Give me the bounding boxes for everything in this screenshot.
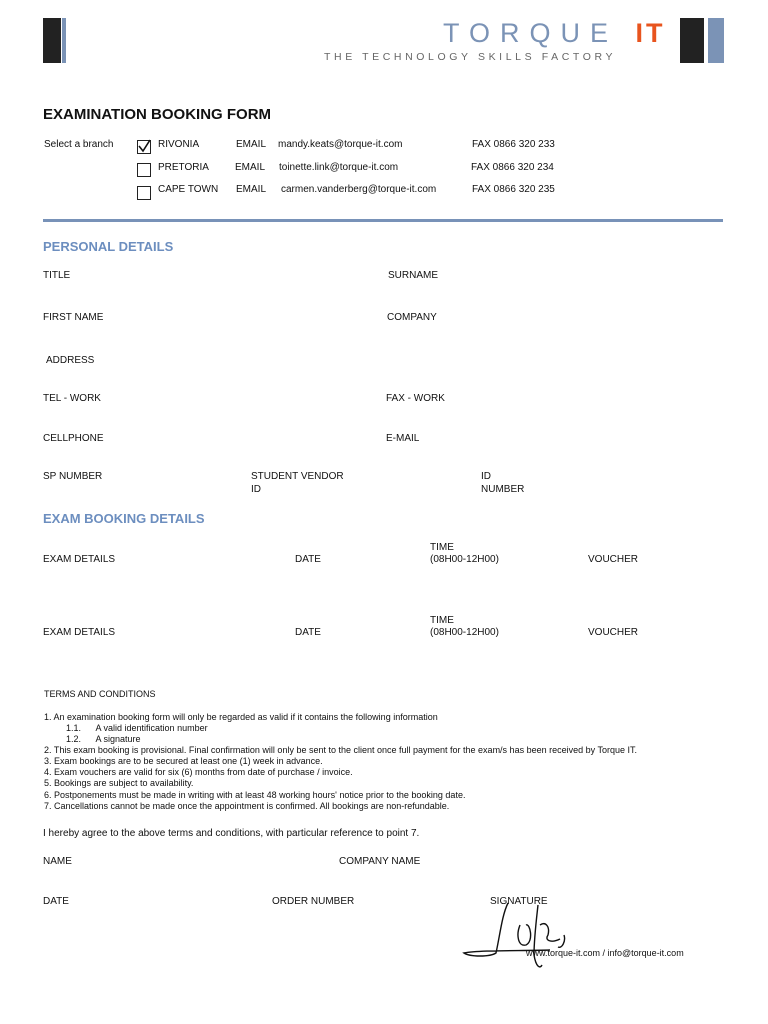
title-field-label: TITLE: [43, 270, 71, 281]
terms-item: 1. An examination booking form will only be regarded as valid if it contains the following information: [44, 712, 438, 722]
terms-item: 5. Bookings are subject to availability.: [44, 778, 194, 788]
exam-time-label: TIME: [430, 542, 454, 553]
logo-bar-right-dark: [680, 18, 704, 63]
checkmark-icon: [137, 139, 151, 153]
order-number-field-label: ORDER NUMBER: [272, 896, 355, 907]
exam-voucher-label: VOUCHER: [588, 627, 639, 638]
fax-work-field-label: FAX - WORK: [386, 393, 445, 404]
logo-tagline: THE TECHNOLOGY SKILLS FACTORY: [324, 51, 617, 63]
terms-item: 6. Postponements must be made in writing with at least 48 working hours' notice prior to the booking date.: [44, 790, 466, 800]
personal-details-heading: PERSONAL DETAILS: [43, 239, 174, 254]
exam-date-label: DATE: [295, 627, 321, 638]
branch-email[interactable]: toinette.link@torque-it.com: [279, 162, 399, 173]
agreement-text: I hereby agree to the above terms and conditions, with particular reference to point 7.: [43, 828, 420, 839]
logo-word-highlight: IT: [635, 18, 666, 48]
student-vendor-field-label-2: ID: [251, 484, 261, 495]
section-divider: [43, 219, 723, 222]
signature-field-label: SIGNATURE: [490, 896, 548, 907]
student-vendor-field-label: STUDENT VENDOR: [251, 471, 344, 482]
exam-details-label: EXAM DETAILS: [43, 554, 116, 565]
branch-email-label: EMAIL: [236, 139, 267, 150]
logo-word: TORQUE: [443, 18, 636, 48]
exam-voucher-label: VOUCHER: [588, 554, 639, 565]
logo-bar-left-dark: [43, 18, 61, 63]
terms-item: 2. This exam booking is provisional. Final confirmation will only be sent to the client once full payment for the exam/s has been received by Torque IT.: [44, 745, 637, 755]
surname-field-label: SURNAME: [388, 270, 439, 281]
branch-name: CAPE TOWN: [158, 184, 219, 195]
exam-details-label: EXAM DETAILS: [43, 627, 116, 638]
exam-time-label: TIME: [430, 615, 454, 626]
terms-heading: TERMS AND CONDITIONS: [44, 689, 156, 699]
branch-email[interactable]: carmen.vanderberg@torque-it.com: [281, 184, 437, 195]
first-name-field-label: FIRST NAME: [43, 312, 104, 323]
tel-work-field-label: TEL - WORK: [43, 393, 101, 404]
terms-item: 3. Exam bookings are to be secured at least one (1) week in advance.: [44, 756, 323, 766]
sp-number-field-label: SP NUMBER: [43, 471, 103, 482]
name-field-label: NAME: [43, 856, 72, 867]
exam-date-label: DATE: [295, 554, 321, 565]
company-name-field-label: COMPANY NAME: [339, 856, 421, 867]
cellphone-field-label: CELLPHONE: [43, 433, 104, 444]
company-field-label: COMPANY: [387, 312, 437, 323]
exam-time-range-label: (08H00-12H00): [430, 627, 499, 638]
address-field-label: ADDRESS: [46, 355, 95, 366]
footer-contact[interactable]: www.torque-it.com / info@torque-it.com: [526, 948, 684, 958]
logo-bar-right-blue: [708, 18, 724, 63]
form-title: EXAMINATION BOOKING FORM: [43, 106, 272, 123]
branch-email[interactable]: mandy.keats@torque-it.com: [278, 139, 403, 150]
logo-bar-left-blue: [62, 18, 66, 63]
branch-label: Select a branch: [44, 139, 114, 150]
exam-time-range-label: (08H00-12H00): [430, 554, 499, 565]
exam-booking-heading: EXAM BOOKING DETAILS: [43, 511, 205, 526]
branch-fax: FAX 0866 320 234: [471, 162, 554, 173]
terms-item: 1.2. A signature: [66, 734, 141, 744]
branch-checkbox-rivonia[interactable]: [137, 140, 151, 154]
email-field-label: E-MAIL: [386, 433, 420, 444]
terms-item: 7. Cancellations cannot be made once the appointment is confirmed. All bookings are non-refundable.: [44, 801, 450, 811]
branch-fax: FAX 0866 320 233: [472, 139, 555, 150]
logo: [443, 18, 666, 49]
terms-item: 1.1. A valid identification number: [66, 723, 208, 733]
terms-item: 4. Exam vouchers are valid for six (6) months from date of purchase / invoice.: [44, 767, 353, 777]
branch-name: RIVONIA: [158, 139, 200, 150]
id-number-field-label: ID: [481, 471, 491, 482]
handwritten-signature: [460, 895, 610, 975]
id-number-field-label-2: NUMBER: [481, 484, 525, 495]
branch-checkbox-pretoria[interactable]: [137, 163, 151, 177]
date-field-label: DATE: [43, 896, 69, 907]
branch-email-label: EMAIL: [235, 162, 266, 173]
branch-name: PRETORIA: [158, 162, 209, 173]
branch-fax: FAX 0866 320 235: [472, 184, 555, 195]
branch-email-label: EMAIL: [236, 184, 267, 195]
branch-checkbox-cape-town[interactable]: [137, 186, 151, 200]
